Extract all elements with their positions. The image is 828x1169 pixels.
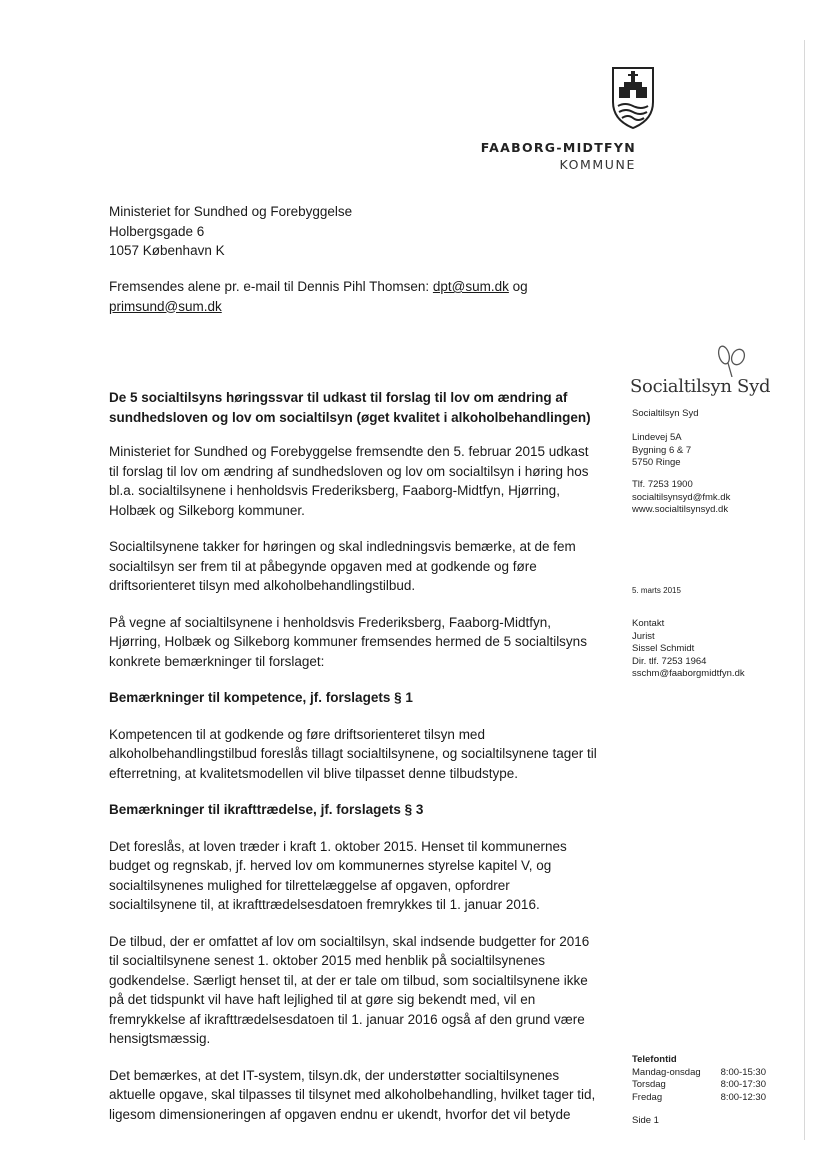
letter-date: 5. marts 2015 <box>632 586 681 595</box>
letter-paragraph: Socialtilsynene takker for høringen og skal indledningsvis bemærke, at de fem socialtilsyn ser frem til at påbegynde opgaven med at godkende og føre driftsorienteret tilsyn med alkoholbehandlingstilbud. <box>109 539 576 593</box>
email-link-dpt[interactable]: dpt@sum.dk <box>432 279 509 294</box>
phone-hours-row <box>632 1067 766 1080</box>
scan-edge-line <box>804 40 805 1140</box>
section-heading: Bemærkninger til kompetence, jf. forslagets § 1 <box>109 690 413 705</box>
phone-hours-row <box>632 1079 766 1092</box>
hours-day: Torsdag <box>632 1079 666 1090</box>
sender-address <box>632 432 691 470</box>
contact-role: Jurist <box>632 630 655 642</box>
send-note <box>109 277 579 316</box>
org-name: FAABORG-MIDTFYN <box>480 140 636 155</box>
phone-hours-title: Telefontid <box>632 1054 677 1065</box>
page-number: Side 1 <box>632 1115 659 1126</box>
org-subtitle: KOMMUNE <box>559 157 636 172</box>
contact-name: Sissel Schmidt <box>632 643 695 654</box>
hours-time: 8:00-12:30 <box>720 1091 766 1103</box>
hours-day: Fredag <box>632 1091 663 1103</box>
contact-label: Kontakt <box>632 618 665 629</box>
scissors-icon <box>714 343 754 377</box>
socialtilsyn-syd-logo <box>630 343 775 405</box>
sender-phone: Tlf. 7253 1900 <box>632 479 693 490</box>
phone-hours-row <box>632 1092 766 1105</box>
sender-address-line: Bygning 6 & 7 <box>632 444 692 456</box>
sender-contact <box>632 479 730 517</box>
letter-paragraph: Ministeriet for Sundhed og Forebyggelse fremsendte den 5. februar 2015 udkast til forslag til lov om ændring af sundhedsloven og lov om socialtilsyn i høring hos bl.a. socialtilsynene i henholdsvis Frederiksberg, Faaborg-Midtfyn, Hjørring, Holbæk og Silkeborg kommuner. <box>109 444 589 518</box>
phone-hours <box>632 1054 766 1104</box>
recipient-address <box>109 202 352 261</box>
contact-email[interactable]: sschm@faaborgmidtfyn.dk <box>632 668 745 679</box>
recipient-line: 1057 København K <box>109 243 225 258</box>
sender-address-line: Lindevej 5A <box>632 432 682 443</box>
sender-email[interactable]: socialtilsynsyd@fmk.dk <box>632 491 731 503</box>
sender-address-line: 5750 Ringe <box>632 457 681 468</box>
letter-paragraph: Kompetencen til at godkende og føre driftsorienteret tilsyn med alkoholbehandlingstilbud foreslås tillagt socialtilsynene, og socialtilsynene tager til efterretning, at kvalitetsmodellen vil blive tilpasset denne tilbudstype. <box>109 726 597 781</box>
letter-paragraph: Det foreslås, at loven træder i kraft 1. oktober 2015. Henset til kommunernes budget og regnskab, jf. herved lov om kommunernes styrelse kapitel V, og socialtilsynenes mulighed for tilrettelæggelse af opgaven, opfordrer socialtilsynene til, at ikrafttrædelsesdatoen fremrykkes til 1. januar 2016. <box>109 838 567 912</box>
contact-person <box>632 618 745 681</box>
letter-paragraph: De tilbud, der er omfattet af lov om socialtilsyn, skal indsende budgetter for 2016 til socialtilsynene senest 1. oktober 2015 med henblik på socialtilsynenes godkendelse. Særligt henset til, at der er tale om tilbud, som socialtilsynene ikke på det tidspunkt vil have haft lejlighed til at gøre sig bekendt med, vil en fremrykkelse af ikrafttrædelsesdatoen til 1. januar 2016 også af den grund være hensigtsmæssig. <box>109 933 590 1046</box>
recipient-line: Ministeriet for Sundhed og Forebyggelse <box>109 204 353 219</box>
socialtilsyn-logo-text: Socialtilsyn Syd <box>630 376 771 397</box>
letter-title: De 5 socialtilsyns høringssvar til udkast til forslag til lov om ændring af sundhedsloven og lov om socialtilsyn (øget kvalitet i alkoholbehandlingen) <box>109 390 591 425</box>
letter-paragraph: På vegne af socialtilsynene i henholdsvis Frederiksberg, Faaborg-Midtfyn, Hjørring, Holbæk og Silkeborg kommuner fremsendes hermed de 5 socialtilsyns konkrete bemærkninger til forslaget: <box>109 614 587 669</box>
sender-website[interactable]: www.socialtilsynsyd.dk <box>632 504 729 515</box>
send-note-prefix: Fremsendes alene pr. e-mail til Dennis Pihl Thomsen: <box>109 279 433 294</box>
letter-paragraph: Det bemærkes, at det IT-system, tilsyn.dk, der understøtter socialtilsynenes aktuelle opgave, skal tilpasses til tilsynet med alkoholbehandling, hvilket tager tid, ligesom dimensioneringen af opgaven endnu er ukendt, hvorfor det vil betyde <box>109 1067 596 1122</box>
letter-body <box>109 388 599 1141</box>
sender-name: Socialtilsyn Syd <box>632 408 699 419</box>
hours-day: Mandag-onsdag <box>632 1066 701 1078</box>
hours-time: 8:00-17:30 <box>720 1079 766 1090</box>
contact-phone: Dir. tlf. 7253 1964 <box>632 655 707 667</box>
section-heading: Bemærkninger til ikrafttrædelse, jf. forslagets § 3 <box>109 802 424 817</box>
recipient-line: Holbergsgade 6 <box>109 223 205 239</box>
municipality-crest-logo <box>610 62 656 130</box>
hours-time: 8:00-15:30 <box>720 1066 766 1078</box>
email-link-primsund[interactable]: primsund@sum.dk <box>109 298 222 314</box>
send-note-mid: og <box>508 279 528 294</box>
